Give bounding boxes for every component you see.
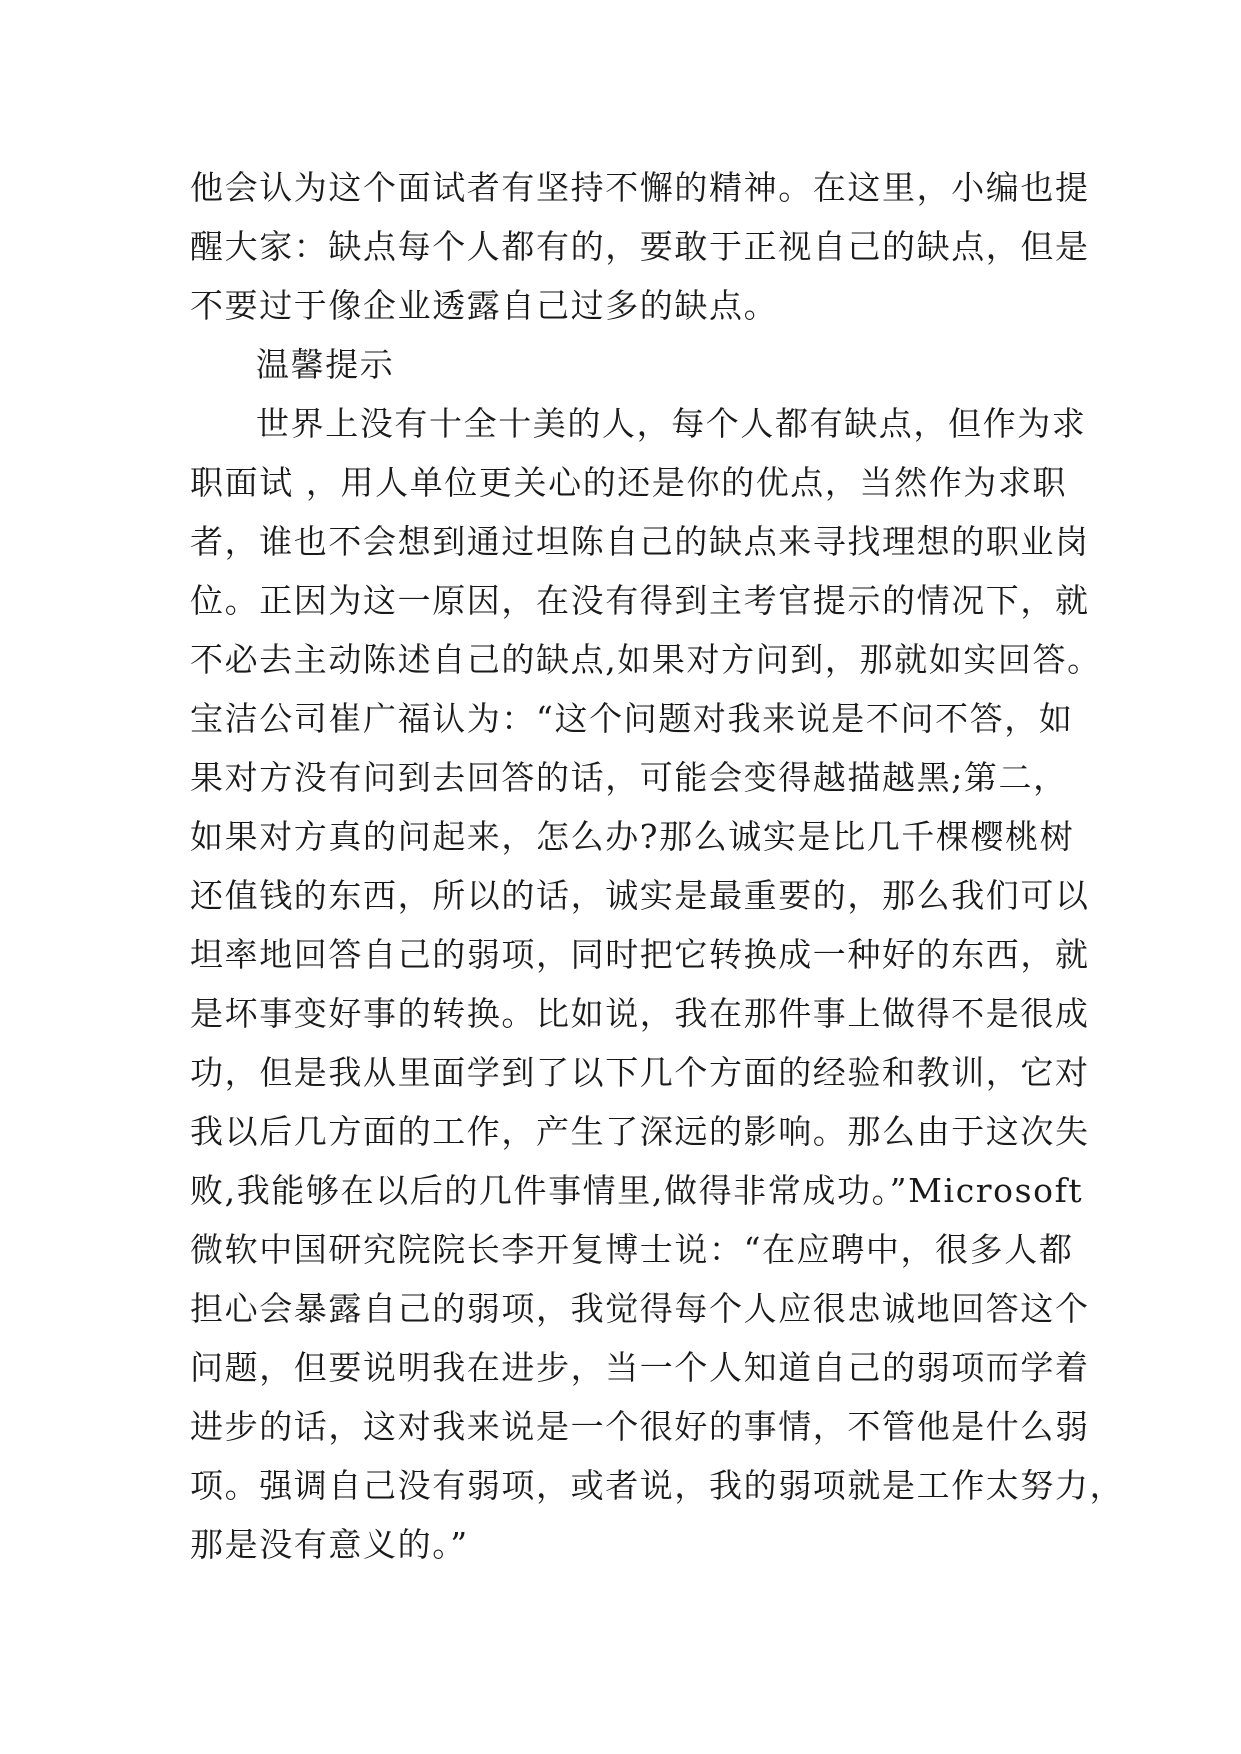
text-line: 醒大家：缺点每个人都有的，要敢于正视自己的缺点，但是 xyxy=(190,227,1090,266)
text-line: 不要过于像企业透露自己过多的缺点。 xyxy=(190,286,779,325)
text-line: 者，谁也不会想到通过坦陈自己的缺点来寻找理想的职业岗 xyxy=(190,522,1090,561)
section-heading: 温馨提示 xyxy=(256,345,395,384)
text-line: 担心会暴露自己的弱项，我觉得每个人应很忠诚地回答这个 xyxy=(190,1289,1090,1328)
text-line: 如果对方真的问起来，怎么办?那么诚实是比几千棵樱桃树 xyxy=(190,817,1075,856)
text-line: 不必去主动陈述自己的缺点,如果对方问到，那就如实回答。 xyxy=(190,640,1102,679)
text-line: 问题，但要说明我在进步，当一个人知道自己的弱项而学着 xyxy=(190,1348,1090,1387)
text-line: 位。正因为这一原因，在没有得到主考官提示的情况下，就 xyxy=(190,581,1090,620)
text-line: 宝洁公司崔广福认为：“这个问题对我来说是不问不答，如 xyxy=(190,699,1074,738)
text-line: 败,我能够在以后的几件事情里,做得非常成功。”Microsoft xyxy=(190,1171,1084,1210)
text-line: 职面试 ，用人单位更关心的还是你的优点，当然作为求职 xyxy=(190,463,1068,502)
text-line: 果对方没有问到去回答的话，可能会变得越描越黑;第二， xyxy=(190,758,1068,797)
text-line: 世界上没有十全十美的人，每个人都有缺点，但作为求 xyxy=(256,404,1087,443)
text-line: 项。强调自己没有弱项，或者说，我的弱项就是工作太努力， xyxy=(190,1466,1125,1505)
text-line: 进步的话，这对我来说是一个很好的事情，不管他是什么弱 xyxy=(190,1407,1090,1446)
text-line: 功，但是我从里面学到了以下几个方面的经验和教训，它对 xyxy=(190,1053,1090,1092)
text-line: 是坏事变好事的转换。比如说，我在那件事上做得不是很成 xyxy=(190,994,1090,1033)
text-line: 我以后几方面的工作，产生了深远的影响。那么由于这次失 xyxy=(190,1112,1090,1151)
text-line: 坦率地回答自己的弱项，同时把它转换成一种好的东西，就 xyxy=(190,935,1090,974)
text-line: 那是没有意义的。” xyxy=(190,1525,469,1564)
body-text xyxy=(190,158,1125,1574)
text-line: 他会认为这个面试者有坚持不懈的精神。在这里，小编也提 xyxy=(190,168,1090,207)
text-line: 微软中国研究院院长李开复博士说：“在应聘中，很多人都 xyxy=(190,1230,1074,1269)
text-line: 还值钱的东西，所以的话，诚实是最重要的，那么我们可以 xyxy=(190,876,1090,915)
